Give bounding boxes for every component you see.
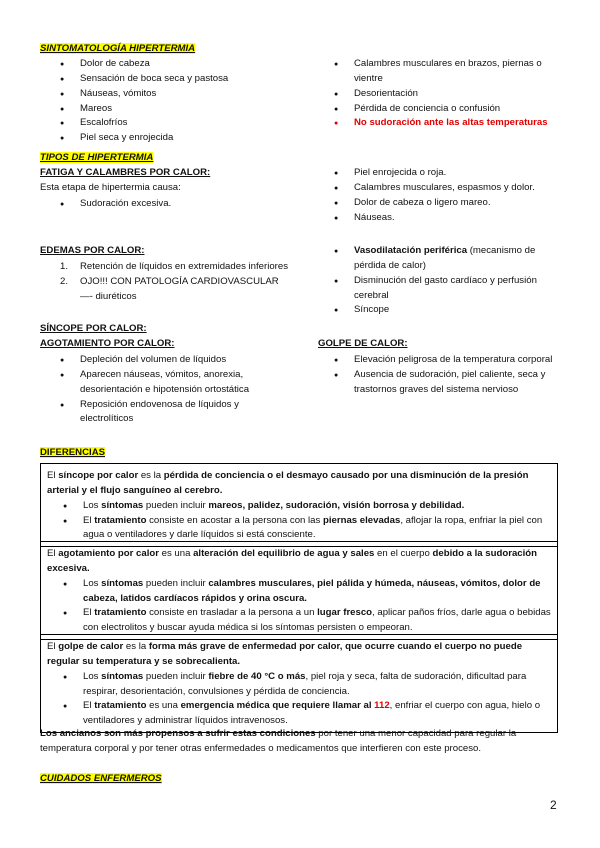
list-item: ● Mareos [44,102,304,117]
subtitle-sincope: SÍNCOPE POR CALOR: [40,323,147,334]
edemas-right-list [318,244,558,318]
list-item: ● Sensación de boca seca y pastosa [44,72,304,87]
list-item: ● Desorientación [318,87,558,102]
list-item: ● El tratamiento consiste en trasladar a la persona a un lugar fresco, aplicar paños fríos, darle agua o bebidas con electrolitos y buscar ayuda médica si los síntomas persisten o empeoran. [47,606,553,636]
edemas-list [44,260,294,305]
list-item-warning: ● No sudoración ante las altas temperaturas [318,116,558,131]
fatiga-intro: Esta etapa de hipertermia causa: [40,182,181,193]
list-item: ● Escalofríos [44,116,304,131]
list-item: ● Piel enrojecida o roja. [318,166,558,181]
list-item: ● Pérdida de conciencia o confusión [318,102,558,117]
list-item: ● Síncope [318,303,558,318]
list-item: ● Reposición endovenosa de líquidos y electrolíticos [44,398,294,428]
list-item: ● Calambres musculares en brazos, piernas o vientre [318,57,558,87]
list-item: ● Náuseas. [318,211,558,226]
list-item: ● Depleción del volumen de líquidos [44,353,294,368]
list-item: 1. Retención de líquidos en extremidades inferiores [60,261,288,272]
list-item: ● Los síntomas pueden incluir mareos, palidez, sudoración, visión borrosa y debilidad. [47,499,553,514]
list-item: ● Sudoración excesiva. [44,197,304,212]
list-item: ● Dolor de cabeza o ligero mareo. [318,196,558,211]
section-title-diferencias: DIFERENCIAS [40,447,106,458]
list-item: ● Náuseas, vómitos [44,87,304,102]
list-item: 2. OJO!!! CON PATOLOGÍA CARDIOVASCULAR —- diuréticos [60,275,279,302]
fatiga-left-list [44,197,304,212]
list-item: ● Vasodilatación periférica (mecanismo de pérdida de calor) [318,244,558,274]
list-item: ● Piel seca y enrojecida [44,131,304,146]
list-item: ● Los síntomas pueden incluir fiebre de 40 °C o más, piel roja y seca, falta de sudoración, dificultad para respirar, desorientación, convulsiones y pérdida de conciencia. [47,670,553,700]
sintomatologia-right-list [318,57,558,131]
box-definition: El golpe de calor es la forma más grave de enfermedad por calor, que ocurre cuando el cuerpo no puede regular su temperatura y se sobrecalienta. [47,641,523,667]
subtitle-agotamiento: AGOTAMIENTO POR CALOR: [40,338,175,349]
subtitle-edemas: EDEMAS POR CALOR: [40,245,145,256]
section-title-tipos: TIPOS DE HIPERTERMIA [40,152,154,163]
diferencia-box-agotamiento [40,541,558,640]
list-item: ● Dolor de cabeza [44,57,304,72]
section-title-sintomatologia: SINTOMATOLOGÍA HIPERTERMIA [40,43,196,54]
ancianos-note: Los ancianos son más propensos a sufrir estas condiciones por tener una menor capacidad para regular la temperatura corporal y por tener otras enfermedades o medicamentos que interfieren con este proceso. [40,728,517,754]
sintomatologia-left-list [44,57,304,146]
emergency-number: 112 [374,700,390,712]
page-number: 2 [550,798,557,812]
section-title-cuidados: CUIDADOS ENFERMEROS [40,773,162,784]
subtitle-golpe: GOLPE DE CALOR: [318,338,408,349]
golpe-list [318,353,558,398]
list-item: ● Disminución del gasto cardíaco y perfusión cerebral [318,274,558,304]
list-item: ● Calambres musculares, espasmos y dolor. [318,181,558,196]
agotamiento-list [44,353,294,427]
subtitle-fatiga: FATIGA Y CALAMBRES POR CALOR: [40,167,211,178]
list-item: ● Los síntomas pueden incluir calambres musculares, piel pálida y húmeda, náuseas, vómitos, dolor de cabeza, latidos cardíacos rápidos y orina oscura. [47,577,553,607]
box-definition: El agotamiento por calor es una alteración del equilibrio de agua y sales en el cuerpo debido a la sudoración excesiva. [47,548,537,574]
list-item: ● Ausencia de sudoración, piel caliente, seca y trastornos graves del sistema nervioso [318,368,558,398]
list-item: ● Elevación peligrosa de la temperatura corporal [318,353,558,368]
list-item: ● El tratamiento es una emergencia médica que requiere llamar al 112, enfriar el cuerpo con agua, hielo o ventiladores y administrar líquidos intravenosos. [47,699,553,729]
diferencia-box-sincope [40,463,558,547]
diferencia-box-golpe [40,634,558,733]
list-item: ● El tratamiento consiste en acostar a la persona con las piernas elevadas, aflojar la ropa, enfriar la piel con agua o ventiladores y darle líquidos si está consciente. [47,514,553,544]
list-item: ● Aparecen náuseas, vómitos, anorexia, desorientación e hipotensión ortostática [44,368,294,398]
box-definition: El síncope por calor es la pérdida de conciencia o el desmayo causado por una disminución de la presión arterial y el flujo sanguíneo al cerebro. [47,470,529,496]
fatiga-right-list [318,166,558,225]
